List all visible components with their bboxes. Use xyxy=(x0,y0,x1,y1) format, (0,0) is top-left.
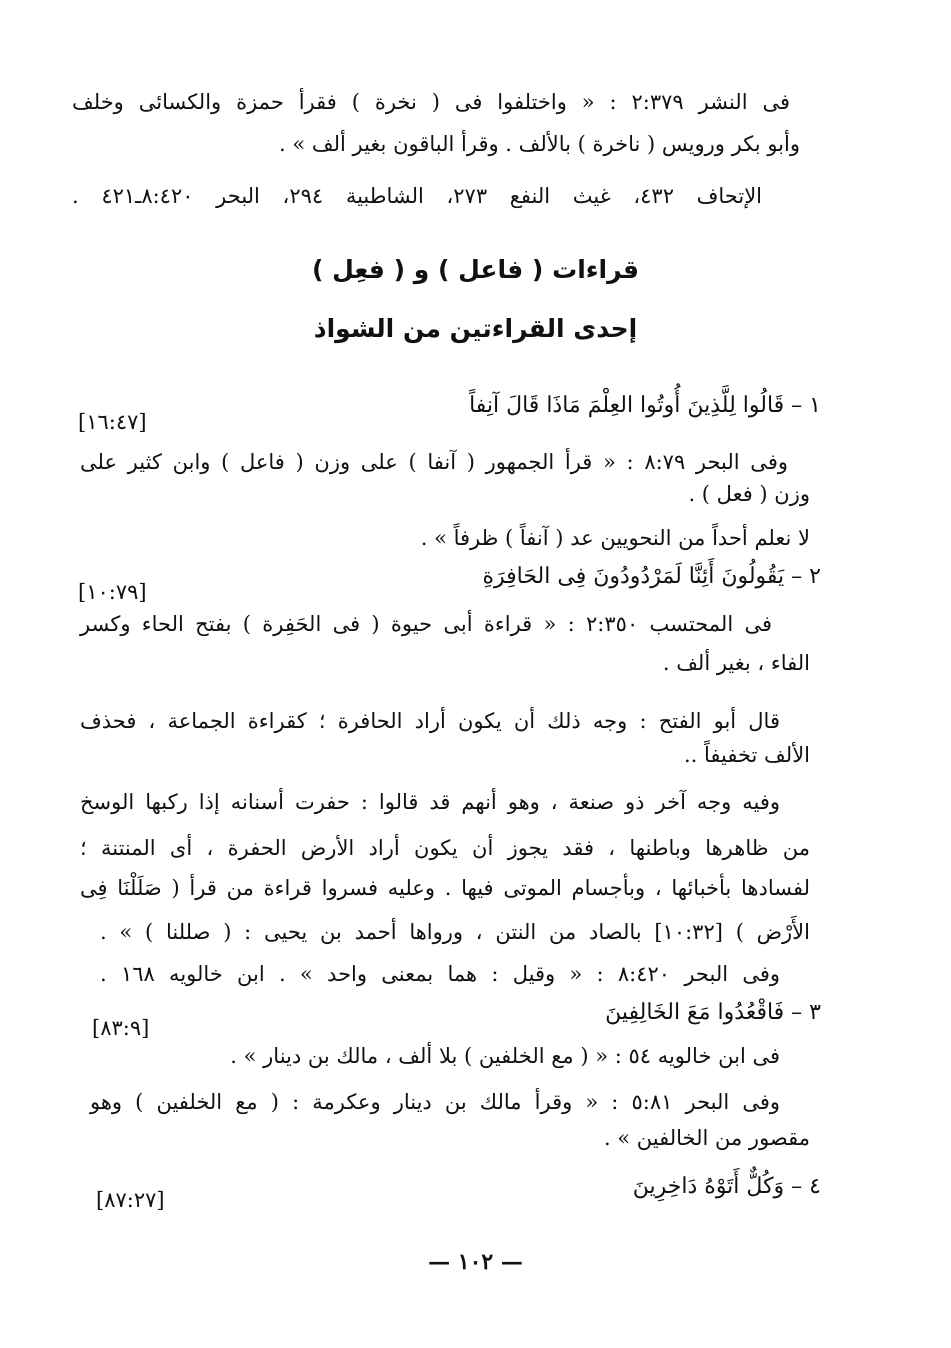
item-2-line-7: لفسادها بأخبائها ، وبأجسام الموتى فيها . وعليه فسروا قراءة من قرأ ( صَلَلْنَا فِى xyxy=(80,876,810,900)
item-2-line-4: الألف تخفيفاً .. xyxy=(683,743,810,767)
top-note-line-3: الإتحاف ٤٣٢، غيث النفع ٢٧٣، الشاطبية ٢٩٤، البحر ٨:٤٢٠ـ٤٢١ . xyxy=(72,184,763,208)
section-title: قراءات ( فاعل ) و ( فعِل ) xyxy=(311,255,640,284)
item-2-line-8: الأَرْض ) [١٠:٣٢] بالصاد من النتن ، ورواها أحمد بن يحيى : ( صللنا ) » . xyxy=(100,920,810,944)
verse-2: ٢ – يَقُولُونَ أَئِنَّا لَمَرْدُودُونَ فِى الحَافِرَةِ xyxy=(482,564,821,589)
verse-1: ١ – قَالُوا لِلَّذِينَ أُوتُوا العِلْمَ مَاذَا قَالَ آنِفاً xyxy=(469,393,821,418)
item-3-line-1: فى ابن خالويه ٥٤ : « ( مع الخلفين ) بلا ألف ، مالك بن دينار » . xyxy=(230,1044,780,1068)
item-2-line-3: قال أبو الفتح : وجه ذلك أن يكون أراد الحافرة ؛ كقراءة الجماعة ، فحذف xyxy=(80,709,780,733)
verse-2-reference: [١٠:٧٩] xyxy=(78,580,147,604)
item-2-line-1: فى المحتسب ٢:٣٥٠ : « قراءة أبى حيوة ( فى الحَفِرة ) بفتح الحاء وكسر xyxy=(80,612,772,636)
verse-4: ٤ – وَكُلٌّ أَتَوْهُ دَاخِرِينَ xyxy=(632,1174,821,1199)
item-1-line-3: لا نعلم أحداً من النحويين عد ( آنفاً ) ظرفاً » . xyxy=(420,526,810,550)
item-2-line-9: وفى البحر ٨:٤٢٠ : « وقيل : هما بمعنى واحد » . ابن خالويه ١٦٨ . xyxy=(100,962,781,986)
item-2-line-6: من ظاهرها وباطنها ، فقد يجوز أن يكون أراد الأرض الحفرة ، أى المنتنة ؛ xyxy=(80,836,810,860)
verse-1-reference: [١٦:٤٧] xyxy=(78,410,147,434)
top-note-line-2: وأبو بكر ورويس ( ناخرة ) بالألف . وقرأ الباقون بغير ألف » . xyxy=(278,132,800,156)
verse-3: ٣ – فَاقْعُدُوا مَعَ الخَالِفِينَ xyxy=(605,1000,821,1025)
item-2-line-2: الفاء ، بغير ألف . xyxy=(662,651,810,675)
item-3-line-3: مقصور من الخالفين » . xyxy=(603,1126,810,1150)
top-note-line-1: فى النشر ٢:٣٧٩ : « واختلفوا فى ( نخرة ) فقرأ حمزة والكسائى وخلف xyxy=(72,90,790,114)
section-subtitle: إحدى القراءتين من الشواذ xyxy=(313,314,638,343)
verse-3-reference: [٨٣:٩] xyxy=(92,1016,150,1040)
item-3-line-2: وفى البحر ٥:٨١ : « وقرأ مالك بن دينار وعكرمة : ( مع الخلفين ) وهو xyxy=(90,1090,781,1114)
item-1-line-1: وفى البحر ٨:٧٩ : « قرأ الجمهور ( آنفا ) على وزن ( فاعل ) وابن كثير على xyxy=(80,450,788,474)
item-1-line-2: وزن ( فعل ) . xyxy=(688,482,810,506)
page-number: — ١٠٢ — xyxy=(428,1249,523,1275)
item-2-line-5: وفيه وجه آخر ذو صنعة ، وهو أنهم قد قالوا : حفرت أسنانه إذا ركبها الوسخ xyxy=(80,790,780,814)
verse-4-reference: [٨٧:٢٧] xyxy=(96,1188,165,1212)
